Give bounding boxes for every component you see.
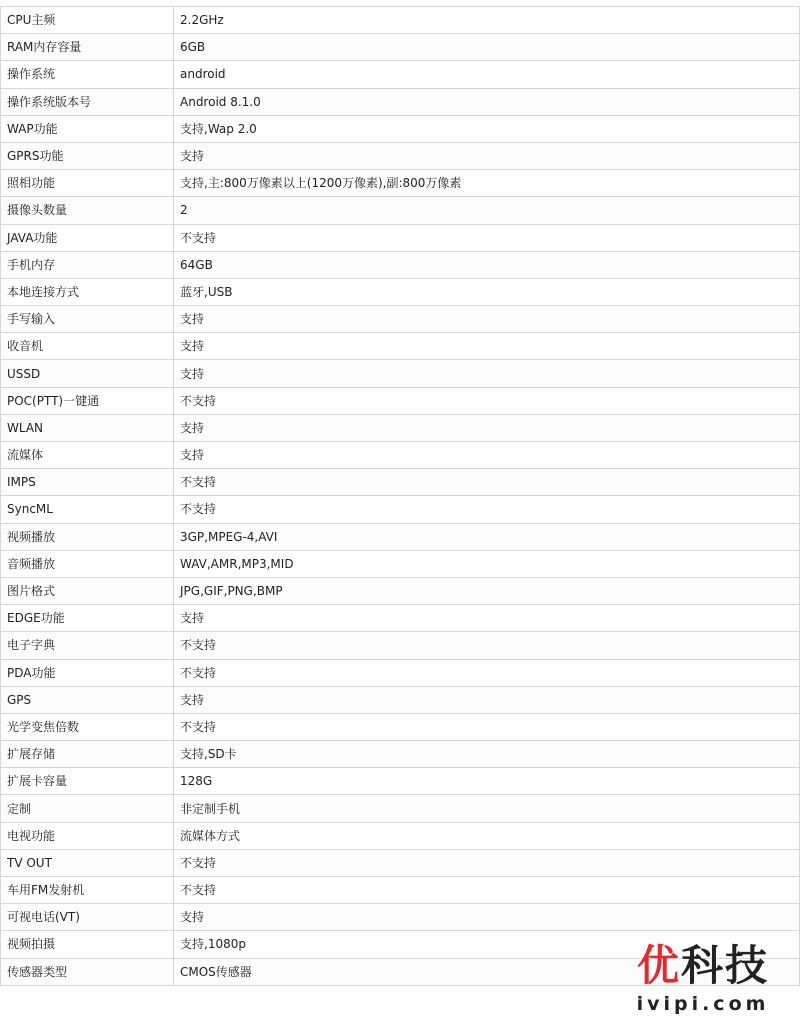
spec-label: 视频播放 — [1, 523, 174, 550]
spec-row — [1, 34, 800, 61]
spec-label: EDGE功能 — [1, 605, 174, 632]
spec-row — [1, 768, 800, 795]
spec-value: JPG,GIF,PNG,BMP — [174, 577, 800, 604]
spec-value: 支持 — [174, 686, 800, 713]
spec-value: 不支持 — [174, 496, 800, 523]
spec-row — [1, 849, 800, 876]
spec-label: 扩展卡容量 — [1, 768, 174, 795]
spec-row — [1, 496, 800, 523]
spec-row — [1, 170, 800, 197]
spec-value: 不支持 — [174, 877, 800, 904]
spec-row — [1, 877, 800, 904]
watermark-logo-first: 优 — [636, 941, 681, 990]
spec-row — [1, 931, 800, 958]
spec-row — [1, 224, 800, 251]
spec-value: 3GP,MPEG-4,AVI — [174, 523, 800, 550]
spec-label: TV OUT — [1, 849, 174, 876]
watermark-logo-rest: 科技 — [681, 941, 770, 990]
spec-value: 非定制手机 — [174, 795, 800, 822]
spec-label: 收音机 — [1, 333, 174, 360]
spec-row — [1, 88, 800, 115]
spec-value: 支持,1080p — [174, 931, 800, 958]
spec-row — [1, 333, 800, 360]
spec-label: 电子字典 — [1, 632, 174, 659]
spec-label: POC(PTT)一键通 — [1, 387, 174, 414]
spec-value: 流媒体方式 — [174, 822, 800, 849]
spec-label: 本地连接方式 — [1, 278, 174, 305]
spec-value: 不支持 — [174, 659, 800, 686]
spec-row — [1, 142, 800, 169]
spec-table — [0, 6, 800, 986]
spec-label: 车用FM发射机 — [1, 877, 174, 904]
spec-label: 操作系统版本号 — [1, 88, 174, 115]
spec-label: 照相功能 — [1, 170, 174, 197]
spec-table-body — [1, 7, 800, 986]
spec-label: WAP功能 — [1, 115, 174, 142]
spec-row — [1, 387, 800, 414]
spec-value: 蓝牙,USB — [174, 278, 800, 305]
spec-label: 扩展存储 — [1, 741, 174, 768]
spec-label: 视频拍摄 — [1, 931, 174, 958]
spec-row — [1, 659, 800, 686]
spec-row — [1, 442, 800, 469]
spec-value: 支持 — [174, 414, 800, 441]
spec-value: 不支持 — [174, 224, 800, 251]
spec-value: Android 8.1.0 — [174, 88, 800, 115]
spec-label: 手写输入 — [1, 306, 174, 333]
spec-value: CMOS传感器 — [174, 958, 800, 985]
spec-value: 支持,Wap 2.0 — [174, 115, 800, 142]
spec-row — [1, 904, 800, 931]
spec-label: 光学变焦倍数 — [1, 713, 174, 740]
spec-value: 不支持 — [174, 849, 800, 876]
spec-row — [1, 822, 800, 849]
spec-row — [1, 632, 800, 659]
spec-label: 图片格式 — [1, 577, 174, 604]
spec-label: RAM内存容量 — [1, 34, 174, 61]
spec-row — [1, 115, 800, 142]
watermark-domain: ivipi.com — [636, 993, 770, 1015]
spec-label: 可视电话(VT) — [1, 904, 174, 931]
spec-label: 定制 — [1, 795, 174, 822]
spec-row — [1, 306, 800, 333]
spec-value: 不支持 — [174, 469, 800, 496]
spec-value: 支持 — [174, 360, 800, 387]
spec-label: IMPS — [1, 469, 174, 496]
spec-label: 手机内存 — [1, 251, 174, 278]
spec-row — [1, 469, 800, 496]
spec-label: 操作系统 — [1, 61, 174, 88]
spec-row — [1, 958, 800, 985]
spec-value: 支持 — [174, 442, 800, 469]
spec-value: 不支持 — [174, 632, 800, 659]
spec-value: 支持 — [174, 904, 800, 931]
spec-label: 流媒体 — [1, 442, 174, 469]
spec-label: 电视功能 — [1, 822, 174, 849]
spec-row — [1, 795, 800, 822]
spec-label: JAVA功能 — [1, 224, 174, 251]
spec-row — [1, 713, 800, 740]
spec-label: 音频播放 — [1, 550, 174, 577]
spec-value: 6GB — [174, 34, 800, 61]
spec-value: 2.2GHz — [174, 7, 800, 34]
spec-value: 支持 — [174, 333, 800, 360]
spec-value: 支持 — [174, 306, 800, 333]
spec-row — [1, 251, 800, 278]
spec-row — [1, 686, 800, 713]
spec-value: 支持,主:800万像素以上(1200万像素),副:800万像素 — [174, 170, 800, 197]
spec-row — [1, 414, 800, 441]
spec-value: 支持 — [174, 142, 800, 169]
spec-value: 64GB — [174, 251, 800, 278]
spec-value: 不支持 — [174, 387, 800, 414]
spec-value: 不支持 — [174, 713, 800, 740]
spec-row — [1, 605, 800, 632]
spec-label: SyncML — [1, 496, 174, 523]
spec-label: 传感器类型 — [1, 958, 174, 985]
spec-row — [1, 197, 800, 224]
spec-row — [1, 61, 800, 88]
spec-value: 2 — [174, 197, 800, 224]
spec-label: PDA功能 — [1, 659, 174, 686]
spec-row — [1, 7, 800, 34]
spec-label: WLAN — [1, 414, 174, 441]
spec-row — [1, 523, 800, 550]
spec-label: USSD — [1, 360, 174, 387]
spec-value: WAV,AMR,MP3,MID — [174, 550, 800, 577]
spec-label: GPS — [1, 686, 174, 713]
spec-row — [1, 278, 800, 305]
spec-row — [1, 360, 800, 387]
spec-label: GPRS功能 — [1, 142, 174, 169]
spec-value: 支持 — [174, 605, 800, 632]
spec-row — [1, 550, 800, 577]
spec-value: 128G — [174, 768, 800, 795]
spec-label: 摄像头数量 — [1, 197, 174, 224]
spec-value: android — [174, 61, 800, 88]
spec-value: 支持,SD卡 — [174, 741, 800, 768]
spec-row — [1, 577, 800, 604]
spec-label: CPU主频 — [1, 7, 174, 34]
spec-row — [1, 741, 800, 768]
